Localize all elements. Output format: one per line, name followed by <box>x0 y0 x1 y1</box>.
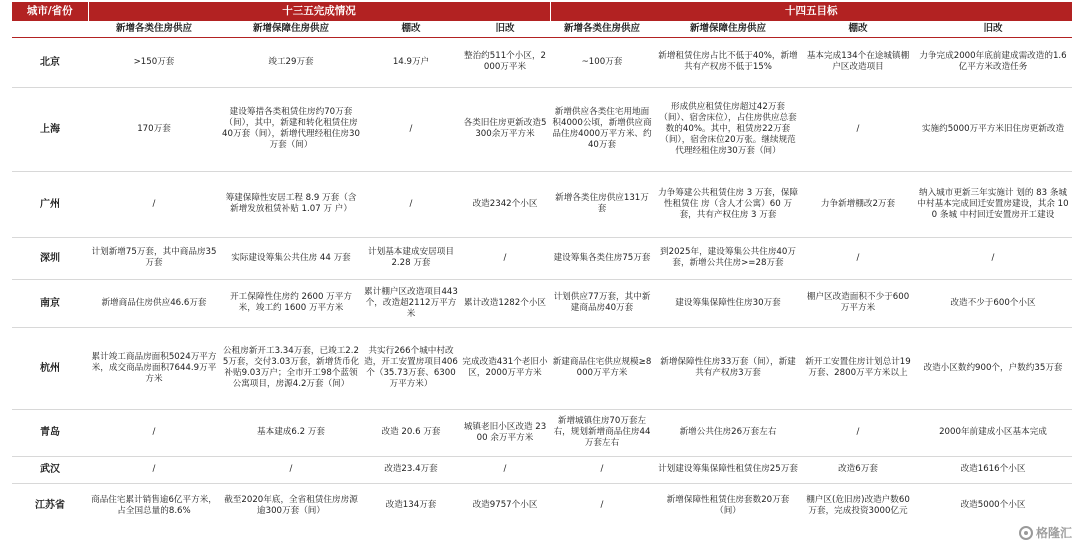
table-cell: 基本建成6.2 万套 <box>257 427 325 437</box>
city-cell: 上海 <box>40 123 60 135</box>
table-cell: 170万套 <box>137 123 171 134</box>
table-cell: 累计竣工商品房面积5024万平方米，成交商品房面积7644.9万平方米 <box>91 351 217 384</box>
table-cell: 筹建保障性安居工程 8.9 万套（含新增发放租赁补贴 1.07 万 户） <box>225 193 357 214</box>
column-header: 新增各类住房供应 <box>88 21 220 37</box>
table-cell: / <box>856 427 860 437</box>
column-header: 新增保障住房供应 <box>220 21 362 37</box>
table-cell: / <box>600 500 604 511</box>
table-cell: 竣工29万套 <box>268 56 314 67</box>
table-cell: 新增城镇住房70万套左右，规划新增商品住房44万套左右 <box>553 416 651 448</box>
table-row <box>12 409 1072 456</box>
table-cell: / <box>856 252 860 263</box>
table-cell: 改造23.4万套 <box>384 464 438 474</box>
watermark <box>1019 524 1072 541</box>
city-cell: 江苏省 <box>35 500 65 512</box>
table-cell: 整治约511个小区，2000万平米 <box>463 51 547 72</box>
table-cell: 改造6万套 <box>838 464 878 474</box>
table-cell: 计划新增75万套，其中商品房35万套 <box>91 247 217 268</box>
group-header-14th: 十四五目标 <box>550 2 1072 21</box>
table-cell: 棚户区改造面积不少于600万平方米 <box>806 292 910 313</box>
column-header: 新增保障住房供应 <box>654 21 802 37</box>
table-cell: 计划供应77万套，其中新建商品房40万套 <box>553 292 651 313</box>
table-cell: >150万套 <box>133 56 175 67</box>
table-cell: 改造 20.6 万套 <box>381 427 441 437</box>
table-cell: 共实行266个城中村改造，开工安置房项目406个（35.73万套、6300万平方米） <box>364 346 458 389</box>
city-cell: 南京 <box>40 297 60 309</box>
table-cell: / <box>152 427 156 437</box>
table-cell: 力争新增棚改2万套 <box>820 198 896 209</box>
table-cell: 新增供应各类住宅用地面积4000公顷，新增供应商品住房4000万平方米、约40万套 <box>552 107 652 150</box>
table-cell: / <box>152 198 156 209</box>
table-cell: / <box>856 123 860 134</box>
table-cell: 力争筹建公共租赁住房 3 万套，保障性租赁住 房（含人才公寓）60 万套，共有产权住房 3 万套 <box>658 187 798 220</box>
table-cell: 基本完成134个在途城镇棚户区改造项目 <box>806 51 910 72</box>
corner-header: 城市/省份 <box>12 2 88 21</box>
table-row <box>12 237 1072 279</box>
table-cell: 新开工安置住房计划总计19万套、2800万平方米以上 <box>805 357 911 378</box>
table-cell: 建设筹集各类住房75万套 <box>553 252 651 263</box>
table-cell: 改造不少于600个小区 <box>950 297 1036 308</box>
table-cell: / <box>600 464 604 474</box>
column-header: 新增各类住房供应 <box>550 21 654 37</box>
city-cell: 青岛 <box>40 427 60 438</box>
table-cell: 商品住宅累计销售逾6亿平方米，占全国总量的8.6% <box>91 494 217 516</box>
table-cell: 新增公共住房26万套左右 <box>679 427 777 437</box>
table-cell: 新增租赁住房占比不低于40%，新增共有产权房不低于15% <box>658 51 798 72</box>
table-cell: 公租房新开工3.34万套，已竣工2.25万套，交付3.03万套，新增货币化补贴9.03万户；全市开工98个蓝领公寓项目，房源4.2万套（间） <box>222 346 360 389</box>
table-cell: / <box>503 252 507 263</box>
table-cell: 截至2020年底，全省租赁住房房源逾300万套（间） <box>224 494 358 516</box>
table-cell: 实施约5000万平方米旧住房更新改造 <box>921 123 1065 134</box>
group-header-13th: 十三五完成情况 <box>88 2 550 21</box>
table-cell: 改造9757个小区 <box>472 500 538 511</box>
column-header-row <box>12 21 1072 37</box>
table-cell: 改造2342个小区 <box>472 198 538 209</box>
housing-plan-table <box>12 2 1072 528</box>
table-cell: 改造134万套 <box>385 500 437 511</box>
city-cell: 北京 <box>40 56 60 68</box>
column-header: 棚改 <box>802 21 914 37</box>
table-cell: 力争完成2000年底前建成需改造的1.6亿平方米改造任务 <box>919 51 1067 72</box>
table-row <box>12 279 1072 327</box>
column-header: 棚改 <box>362 21 460 37</box>
table-cell: 新增保障性租赁住房套数20万套（间） <box>666 494 790 516</box>
table-cell: 纳入城市更新三年实施计 划的 83 条城中村基本完成回迁安置房建设，其余 100 条城 中村回迁安置房开工建设 <box>917 187 1069 220</box>
table-cell: 累计棚户区改造项目443个，改造超2112万平方米 <box>364 286 458 319</box>
table-cell: 改造5000个小区 <box>960 500 1026 511</box>
city-cell: 深圳 <box>40 252 60 264</box>
table-cell: 计划建设筹集保障性租赁住房25万套 <box>658 464 798 474</box>
watermark-text: 格隆汇 <box>1035 526 1072 540</box>
column-header: 旧改 <box>914 21 1072 37</box>
table-cell: 城镇老旧小区改造 2300 余万平方米 <box>463 421 547 443</box>
city-cell: 杭州 <box>40 362 60 374</box>
table-cell: 新增各类住房供应131万套 <box>555 193 649 214</box>
table-row <box>12 37 1072 87</box>
table-cell: 到2025年，建设筹集公共住房40万套，新增公共住房>=28万套 <box>660 247 796 268</box>
table-cell: 计划基本建成安居项目 2.28 万套 <box>368 247 454 268</box>
table-cell: / <box>152 464 156 474</box>
table-cell: 14.9万户 <box>392 56 430 67</box>
table-cell: / <box>409 123 413 134</box>
table-cell: 2000年前建成小区基本完成 <box>939 427 1047 437</box>
table-cell: / <box>503 464 507 474</box>
table-row <box>12 327 1072 409</box>
table-cell: 新增保障性住房33万套（间），新建共有产权房3万套 <box>660 357 796 378</box>
table-cell: 各类旧住房更新改造5300余万平方米 <box>463 118 547 139</box>
table-cell: 累计改造1282个小区 <box>463 297 547 308</box>
table-cell: / <box>991 252 995 263</box>
table-cell: 建设筹集保障性住房30万套 <box>675 297 781 308</box>
table-cell: ~100万套 <box>581 56 623 67</box>
table-cell: 改造1616个小区 <box>960 464 1026 474</box>
column-header: 旧改 <box>460 21 550 37</box>
table-cell: 开工保障性住房约 2600 万平方米，竣工约 1600 万平方米 <box>230 292 352 313</box>
table-cell: 建设筹措各类租赁住房约70万套（间），其中，新建和转化租赁住房40万套（间），新增代理经租住房30万套（间） <box>222 107 360 150</box>
group-header-row <box>12 2 1072 21</box>
table-cell: / <box>289 464 293 474</box>
table-cell: 新增商品住房供应46.6万套 <box>101 297 207 308</box>
table-cell: 新建商品住宅供应规模≥8000万平方米 <box>552 357 652 378</box>
table-cell: / <box>409 198 413 209</box>
column-header-blank <box>12 21 88 37</box>
table-row <box>12 483 1072 528</box>
table-cell: 完成改造431个老旧小区，2000万平方米 <box>462 357 548 378</box>
table-row <box>12 87 1072 171</box>
table-row <box>12 171 1072 237</box>
watermark-logo-icon <box>1019 526 1033 540</box>
city-cell: 武汉 <box>40 464 60 475</box>
table-row <box>12 456 1072 483</box>
city-cell: 广州 <box>40 198 60 210</box>
table-cell: 棚户区(危旧房)改造户数60万套，完成投资3000亿元 <box>806 494 910 516</box>
table-cell: 改造小区数约900个，户数约35万套 <box>923 362 1063 373</box>
table-cell: 形成供应租赁住房超过42万套（间）、宿舍床位），占住房供应总套数的40%。其中，租赁房22万套（间），宿舍床位20万张。继续规范代理经租住房30万套（间） <box>659 101 797 156</box>
table-cell: 实际建设筹集公共住房 44 万套 <box>231 252 351 263</box>
